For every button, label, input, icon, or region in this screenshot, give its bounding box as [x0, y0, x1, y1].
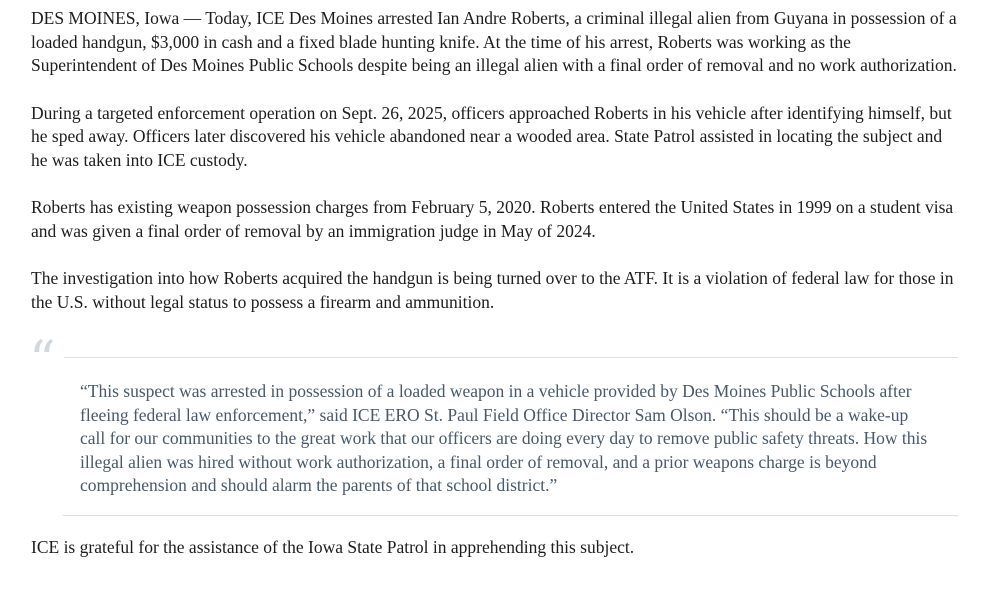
blockquote-header: [31, 342, 958, 372]
closing-paragraph: ICE is grateful for the assistance of the Iowa State Patrol in apprehending this subject.: [31, 536, 635, 557]
body-paragraph: The investigation into how Roberts acquired the handgun is being turned over to the ATF. It is a violation of federal law for those in the U.S. without legal status to possess a firearm and ammunition.: [31, 268, 954, 312]
body-paragraph: During a targeted enforcement operation on Sept. 26, 2025, officers approached Roberts in his vehicle after identifying himself, but he sped away. Officers later discovered his vehicle abandoned near a wooded area. State Patrol assisted in locating the subject and he was taken into ICE custody.: [31, 102, 952, 170]
body-paragraph: DES MOINES, Iowa — Today, ICE Des Moines arrested Ian Andre Roberts, a criminal illegal alien from Guyana in possession of a loaded handgun, $3,000 in cash and a fixed blade hunting knife. At the time of his arrest, Roberts was working as the Superintendent of Des Moines Public Schools despite being an illegal alien with a final order of removal and no work authorization.: [31, 8, 957, 75]
blockquote-text: “This suspect was arrested in possession of a loaded weapon in a vehicle provided by Des Moines Public Schools after fleeing federal law enforcement,” said ICE ERO St. Paul Field Office Director Sam Olson. “This should be a wake-up call for our communities to the great work that our officers are doing every day to remove public safety threats. How this illegal alien was hired without work authorization, a final order of removal, and a prior weapons charge is beyond comprehension and should alarm the parents of that school district.”: [80, 381, 928, 495]
body-paragraph: Roberts has existing weapon possession charges from February 5, 2020. Roberts entered the United States in 1999 on a student visa and was given a final order of removal by an immigration judge in May of 2024.: [31, 197, 954, 241]
quote-icon: “: [29, 331, 54, 391]
blockquote-top-divider: [64, 357, 958, 358]
blockquote: [29, 331, 958, 516]
blockquote-bottom-divider: [63, 515, 958, 516]
